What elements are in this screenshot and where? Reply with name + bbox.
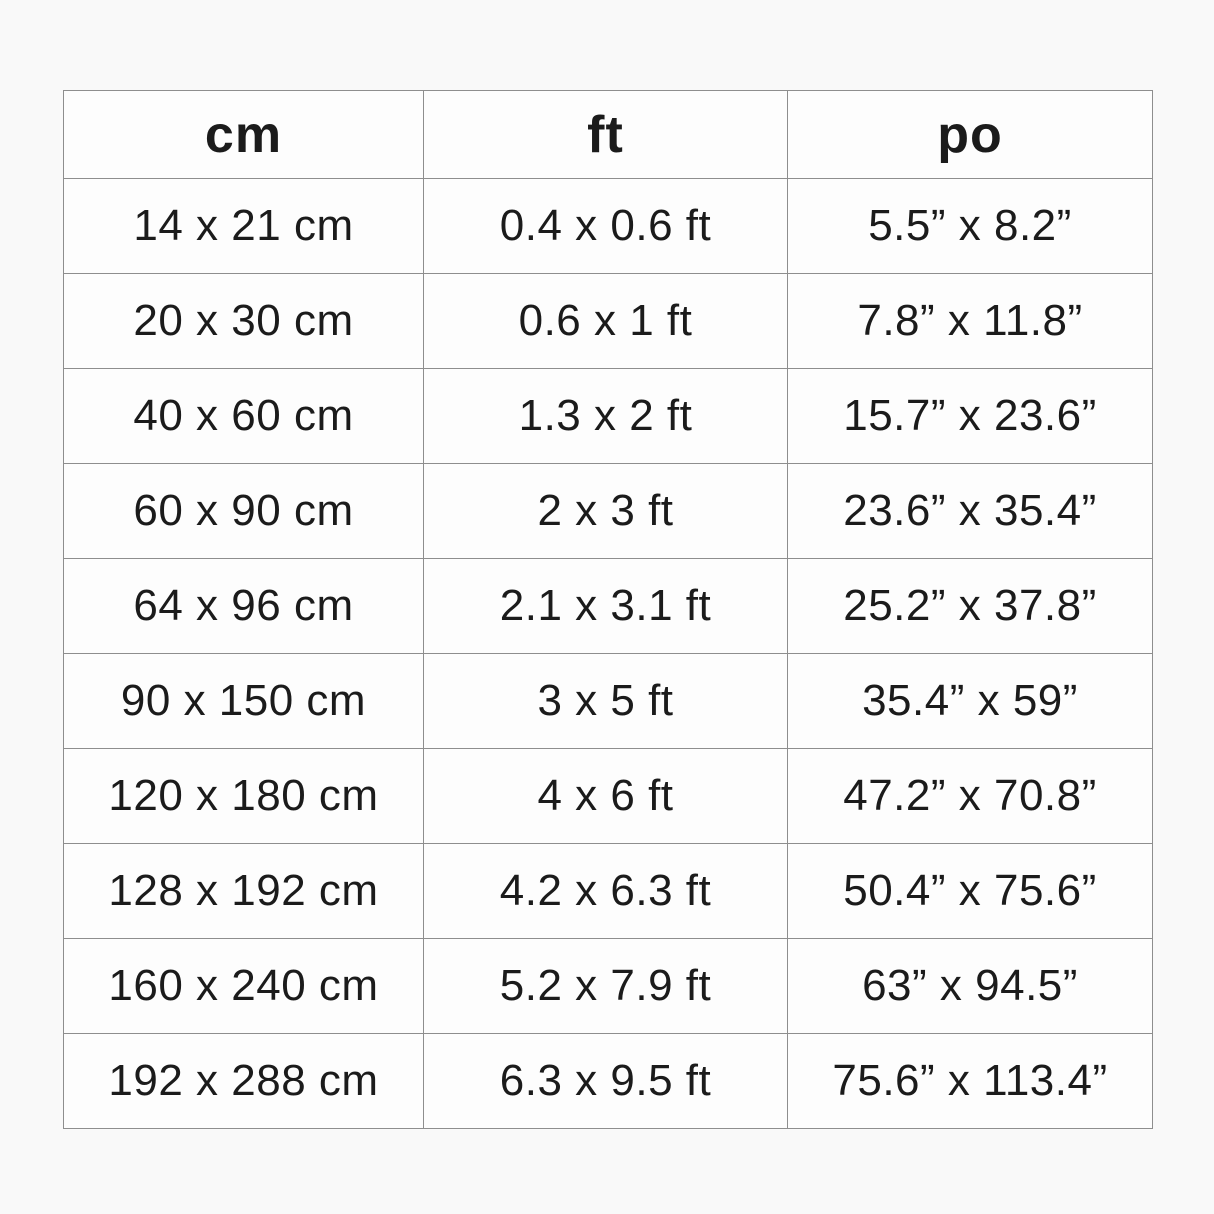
table-cell: 5.2 x 7.9 ft bbox=[424, 939, 788, 1034]
table-cell: 14 x 21 cm bbox=[64, 179, 424, 274]
table-row bbox=[64, 464, 1153, 559]
table-cell: 2 x 3 ft bbox=[424, 464, 788, 559]
table-cell: 23.6” x 35.4” bbox=[788, 464, 1153, 559]
table-row bbox=[64, 1034, 1153, 1129]
table-row bbox=[64, 369, 1153, 464]
table-row bbox=[64, 274, 1153, 369]
size-conversion-table bbox=[63, 90, 1153, 1129]
table-cell: 63” x 94.5” bbox=[788, 939, 1153, 1034]
table-cell: 6.3 x 9.5 ft bbox=[424, 1034, 788, 1129]
column-header-po: po bbox=[788, 91, 1153, 179]
table-row bbox=[64, 749, 1153, 844]
table-cell: 20 x 30 cm bbox=[64, 274, 424, 369]
table-cell: 40 x 60 cm bbox=[64, 369, 424, 464]
table-cell: 120 x 180 cm bbox=[64, 749, 424, 844]
column-header-ft: ft bbox=[424, 91, 788, 179]
table-cell: 0.6 x 1 ft bbox=[424, 274, 788, 369]
table-row bbox=[64, 179, 1153, 274]
table-row bbox=[64, 939, 1153, 1034]
table-cell: 75.6” x 113.4” bbox=[788, 1034, 1153, 1129]
table-cell: 64 x 96 cm bbox=[64, 559, 424, 654]
header-row bbox=[64, 91, 1153, 179]
column-header-cm: cm bbox=[64, 91, 424, 179]
table-cell: 128 x 192 cm bbox=[64, 844, 424, 939]
table-cell: 35.4” x 59” bbox=[788, 654, 1153, 749]
table-cell: 3 x 5 ft bbox=[424, 654, 788, 749]
table-cell: 5.5” x 8.2” bbox=[788, 179, 1153, 274]
table-cell: 60 x 90 cm bbox=[64, 464, 424, 559]
table-cell: 2.1 x 3.1 ft bbox=[424, 559, 788, 654]
table-cell: 7.8” x 11.8” bbox=[788, 274, 1153, 369]
table-cell: 47.2” x 70.8” bbox=[788, 749, 1153, 844]
table-row bbox=[64, 559, 1153, 654]
table-cell: 25.2” x 37.8” bbox=[788, 559, 1153, 654]
table-cell: 4 x 6 ft bbox=[424, 749, 788, 844]
table-row bbox=[64, 844, 1153, 939]
table-cell: 50.4” x 75.6” bbox=[788, 844, 1153, 939]
table-cell: 1.3 x 2 ft bbox=[424, 369, 788, 464]
table-cell: 192 x 288 cm bbox=[64, 1034, 424, 1129]
table-cell: 90 x 150 cm bbox=[64, 654, 424, 749]
table-cell: 15.7” x 23.6” bbox=[788, 369, 1153, 464]
table-row bbox=[64, 654, 1153, 749]
table-cell: 0.4 x 0.6 ft bbox=[424, 179, 788, 274]
table-cell: 160 x 240 cm bbox=[64, 939, 424, 1034]
table-cell: 4.2 x 6.3 ft bbox=[424, 844, 788, 939]
